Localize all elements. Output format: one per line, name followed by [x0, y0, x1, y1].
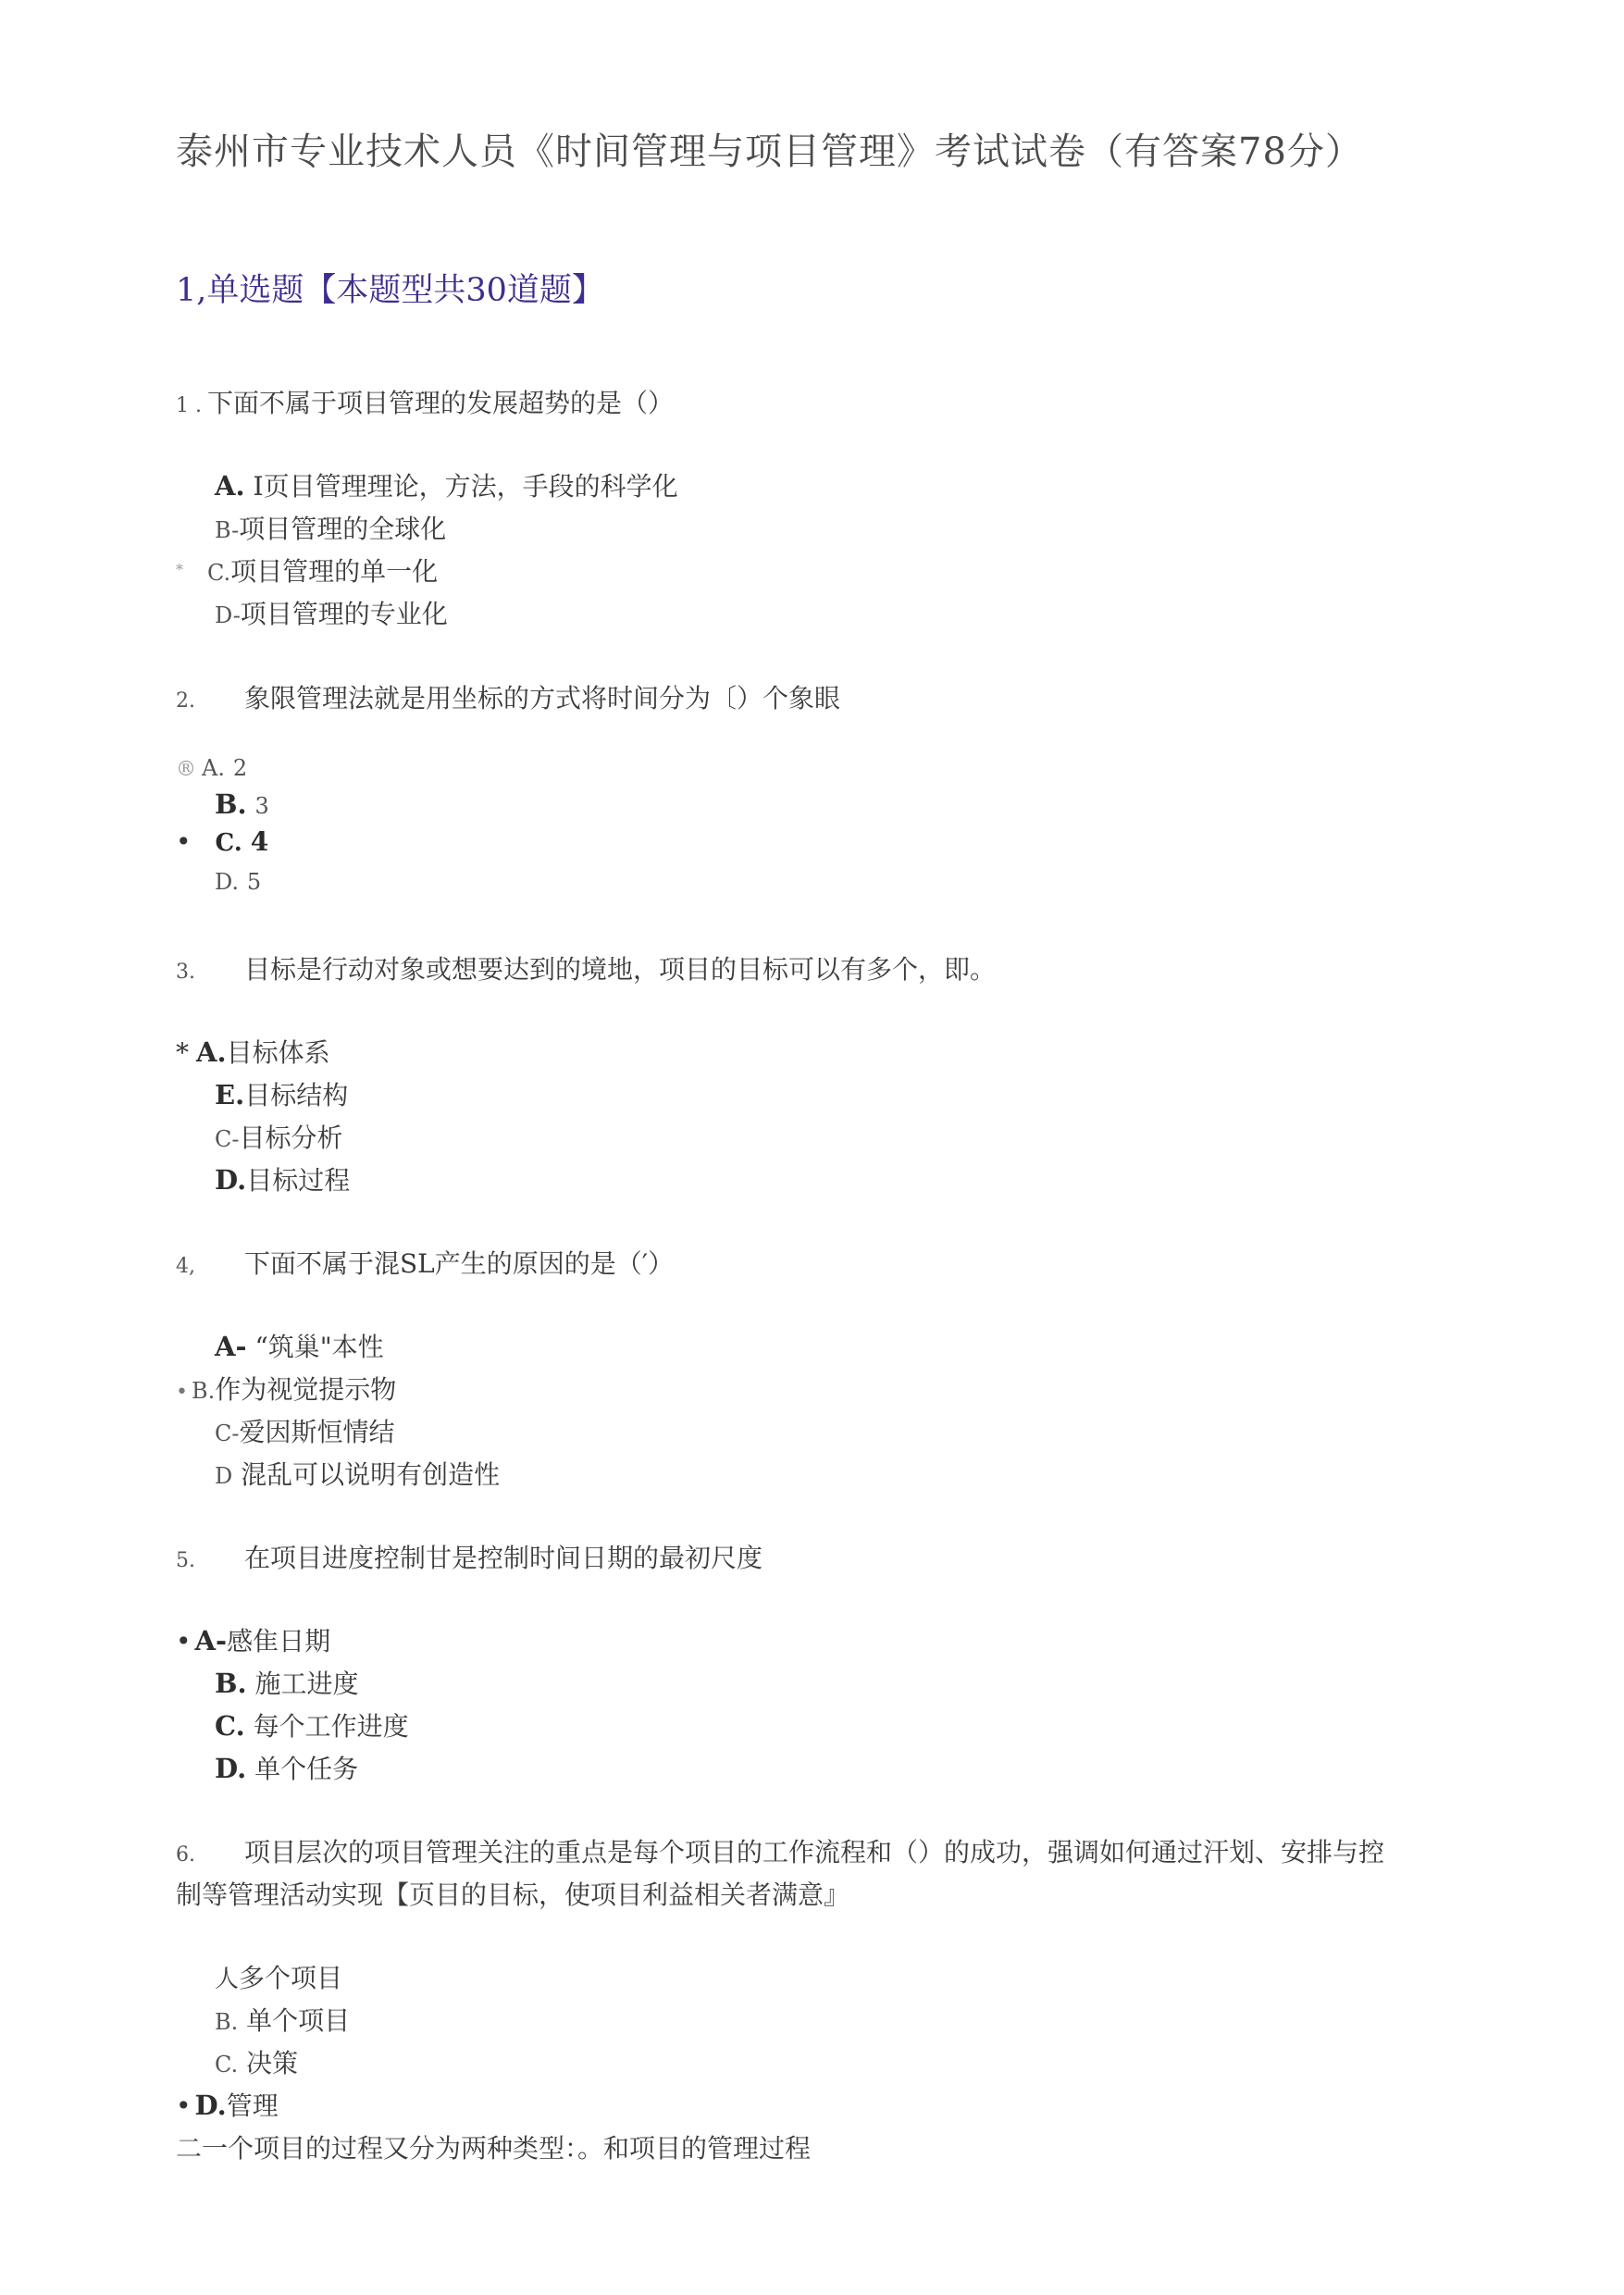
option-text: “筑巢"本性: [254, 1332, 384, 1362]
question-1: [176, 383, 674, 420]
option-text: 4: [250, 826, 269, 857]
option-text: 目标结构: [244, 1080, 349, 1110]
section-heading: 1,单选题【本题型共30道题】: [176, 272, 604, 309]
option-text: 作为视觉提示物: [215, 1374, 397, 1405]
question-4: [176, 1244, 674, 1281]
option-text: 5: [246, 869, 262, 895]
option-6b[interactable]: [215, 2001, 350, 2038]
option-label: D.: [194, 2090, 227, 2121]
document-title: 泰州市专业技术人员《时间管理与项目管理》考试试卷（有答案78分）: [176, 130, 1363, 173]
option-text: 项目管理的全球化: [239, 514, 447, 544]
option-label: C.: [215, 829, 242, 857]
option-6a[interactable]: [215, 1958, 342, 1995]
option-label: C.: [215, 1710, 245, 1742]
question-2: [176, 678, 840, 715]
option-label: D.: [215, 1753, 247, 1784]
option-1c[interactable]: [176, 552, 438, 589]
option-label: A.: [215, 470, 245, 502]
option-text: 单个任务: [254, 1754, 359, 1784]
option-text: 感隹日期: [227, 1626, 331, 1656]
selected-marker-icon: ®: [176, 758, 196, 781]
option-4d[interactable]: [215, 1455, 500, 1492]
selected-marker-icon: •: [176, 1381, 188, 1404]
question-number: 2.: [176, 689, 195, 713]
option-text: 施工进度: [254, 1669, 359, 1699]
question-3: [176, 949, 996, 986]
option-text: 项目管理的单一化: [230, 556, 439, 587]
selected-marker-icon: *: [176, 561, 183, 578]
option-label: C-: [215, 1126, 240, 1152]
option-3c[interactable]: [215, 1118, 343, 1155]
question-number: 5.: [176, 1549, 195, 1572]
option-label: A.: [196, 1036, 227, 1068]
question-5: [176, 1538, 762, 1575]
option-6c[interactable]: [215, 2043, 298, 2080]
trailing-question-text: 二一个项目的过程又分为两种类型：。和项目的管理过程: [176, 2133, 812, 2164]
option-4b[interactable]: [176, 1370, 396, 1407]
question-text: 下面不属于混SL产生的原因的是（′）: [244, 1248, 675, 1279]
option-label: 人: [215, 1966, 240, 1993]
option-2c[interactable]: [176, 826, 268, 857]
option-text: 目标过程: [246, 1165, 351, 1196]
option-1a[interactable]: [215, 466, 678, 503]
option-label: B.: [215, 1668, 247, 1699]
option-1b[interactable]: [215, 509, 446, 546]
option-label: A-: [215, 1331, 247, 1362]
option-label: D.: [215, 1164, 247, 1196]
option-5b[interactable]: [215, 1664, 359, 1701]
option-text: 目标分析: [239, 1123, 343, 1153]
selected-marker-icon: *: [176, 1037, 189, 1068]
option-text: 决策: [246, 2048, 299, 2078]
option-label: D.: [215, 869, 240, 895]
option-6d[interactable]: [176, 2086, 279, 2123]
option-text: 3: [254, 793, 269, 819]
question-number: 4,: [176, 1255, 195, 1278]
option-label: D-: [215, 602, 241, 628]
option-5d[interactable]: [215, 1749, 358, 1786]
option-label: D: [215, 1463, 233, 1489]
question-6-continued: 制等管理活动实现【页目的目标，使项目利益相关者满意』: [176, 1879, 850, 1910]
option-label: B.: [191, 1378, 216, 1404]
question-text: 目标是行动对象或想要达到的境地，项目的目标可以有多个，即。: [244, 954, 997, 985]
option-1d[interactable]: [215, 594, 448, 631]
option-text: 目标体系: [226, 1037, 330, 1068]
option-3b[interactable]: [215, 1075, 348, 1112]
option-5a[interactable]: [176, 1621, 330, 1658]
option-label: E.: [215, 1079, 245, 1110]
option-text: 单个项目: [246, 2005, 351, 2036]
option-4c[interactable]: [215, 1412, 395, 1449]
option-label: B.: [215, 2009, 239, 2035]
option-text: 2: [232, 755, 248, 781]
option-label: B-: [215, 517, 240, 543]
selected-marker-icon: •: [176, 2090, 192, 2121]
option-text: 管理: [226, 2090, 279, 2121]
question-text: 象限管理法就是用坐标的方式将时间分为〔）个象眼: [244, 683, 841, 713]
question-number: 3.: [176, 961, 195, 984]
option-text: 混乱可以说明有创造性: [241, 1459, 501, 1490]
option-text: I页目管理理论，方法，手段的科学化: [253, 471, 678, 502]
option-label: C-: [215, 1420, 240, 1446]
selected-marker-icon: •: [176, 1626, 192, 1656]
option-text: 多个项目: [239, 1963, 343, 1993]
question-number: 1 .: [176, 394, 202, 417]
option-3d[interactable]: [215, 1160, 350, 1197]
question-number: 6.: [176, 1843, 195, 1867]
option-5c[interactable]: [215, 1706, 409, 1743]
question-text: 在项目进度控制甘是控制时间日期的最初尺度: [244, 1543, 763, 1573]
option-text: 爱因斯恒情结: [239, 1417, 395, 1447]
question-text: 项目层次的项目管理关注的重点是每个项目的工作流程和（）的成功，强调如何通过汗划、安排与控: [244, 1837, 1385, 1867]
option-label: A.: [202, 755, 225, 781]
option-label: C.: [215, 2052, 239, 2078]
option-label: B.: [215, 788, 247, 820]
option-2b[interactable]: [215, 788, 269, 820]
option-3a[interactable]: [176, 1033, 330, 1070]
option-label: A-: [194, 1625, 228, 1656]
option-label: C.: [207, 560, 231, 586]
option-text: 项目管理的专业化: [240, 599, 448, 629]
selected-marker-icon: •: [176, 826, 192, 857]
option-4a[interactable]: [215, 1327, 384, 1364]
option-2a[interactable]: [176, 751, 247, 782]
option-2d[interactable]: [215, 865, 261, 896]
question-text: 下面不属于项目管理的发展超势的是（）: [206, 388, 674, 418]
option-text: 每个工作进度: [253, 1711, 409, 1742]
question-6: [176, 1832, 1384, 1869]
